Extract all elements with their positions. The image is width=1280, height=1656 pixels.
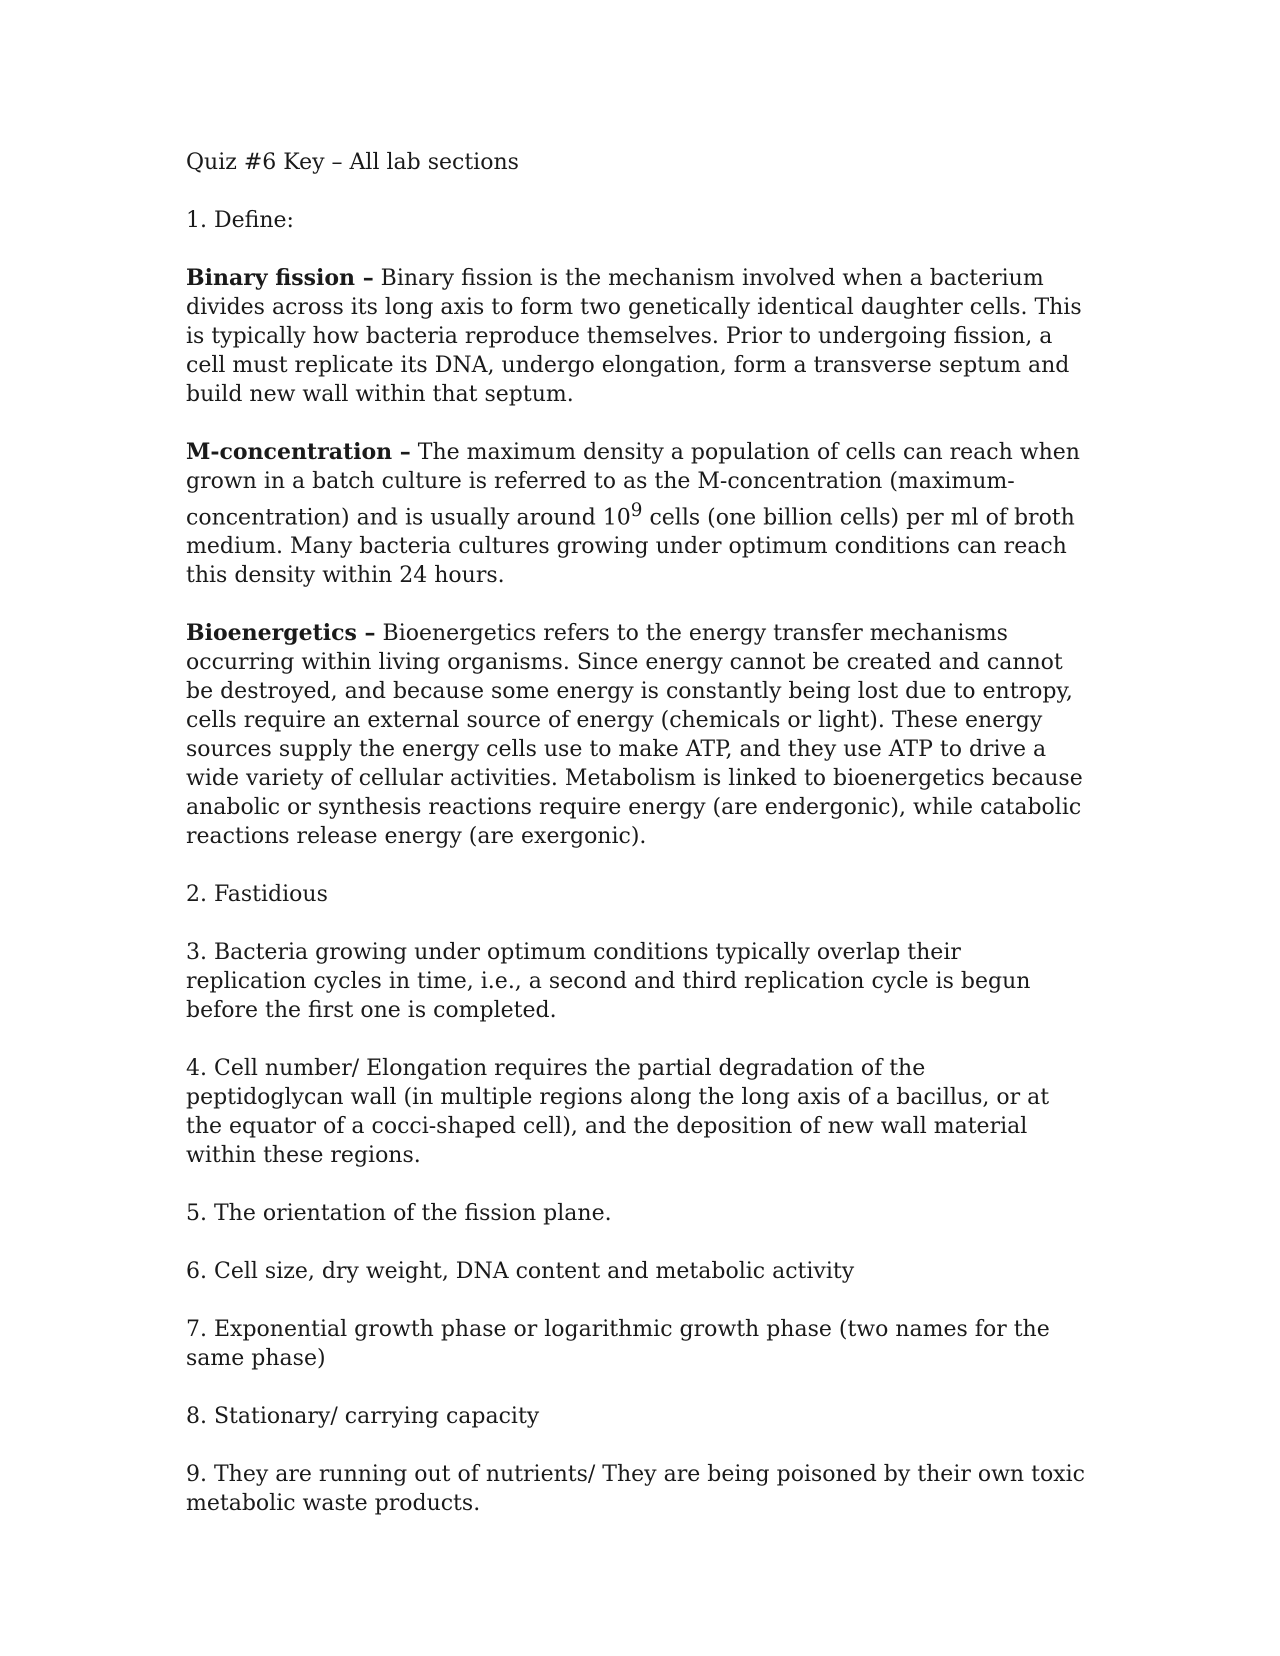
answer-8: 8. Stationary/ carrying capacity — [186, 1404, 540, 1430]
answer-3: 3. Bacteria growing under optimum conditions typically overlap their replication cycles in time, i.e., a second and third replication cycle is begun before the first one is completed. — [186, 940, 1031, 1024]
question-1-heading: 1. Define: — [186, 208, 294, 233]
definition-term: M-concentration – — [186, 439, 411, 465]
definition-binary-fission — [186, 264, 1086, 409]
definition-term: Binary fission – — [186, 265, 374, 291]
definition-term: Bioenergetics – — [186, 620, 376, 647]
definition-text-continued: cells (one billion cells) per ml of broth medium. Many bacteria cultures growing under optimum conditions can reach this density within 24 hours. — [186, 505, 1075, 589]
document-title: Quiz #6 Key – All lab sections — [186, 150, 519, 175]
answer-9: 9. They are running out of nutrients/ They are being poisoned by their own toxic metabolic waste products. — [186, 1462, 1085, 1517]
definition-text: Binary fission is the mechanism involved when a bacterium divides across its long axis to form two genetically identical daughter cells. This is typically how bacteria reproduce themselves. Prior to undergoing fission, a cell must replicate its DNA, undergo elongation, form a transverse septum and build new wall within that septum. — [186, 266, 1082, 407]
answer-5: 5. The orientation of the fission plane. — [186, 1201, 612, 1227]
document-body — [186, 148, 1086, 1547]
definition-superscript: 9 — [630, 500, 643, 521]
definition-m-concentration — [186, 438, 1086, 590]
definition-text: Bioenergetics refers to the energy transfer mechanisms occurring within living organisms. Since energy cannot be created and cannot be destroyed, and because some energy is constantly being lost due to entropy, cells require an external source of energy (chemicals or light). These energy sources supply the energy cells use to make ATP, and they use ATP to drive a wide variety of cellular activities. Metabolism is linked to bioenergetics because anabolic or synthesis reactions require energy (are endergonic), while catabolic reactions release energy (are exergonic). — [186, 621, 1083, 850]
definition-text: The maximum density a population of cells can reach when grown in a batch culture is referred to as the M-concentration (maximum-concentration) and is usually around 10 — [186, 440, 1080, 531]
answer-6: 6. Cell size, dry weight, DNA content and metabolic activity — [186, 1259, 855, 1285]
answer-2: 2. Fastidious — [186, 882, 328, 908]
answer-4: 4. Cell number/ Elongation requires the partial degradation of the peptidoglycan wall (in multiple regions along the long axis of a bacillus, or at the equator of a cocci-shaped cell), and the deposition of new wall material within these regions. — [186, 1056, 1050, 1169]
answer-7: 7. Exponential growth phase or logarithmic growth phase (two names for the same phase) — [186, 1317, 1050, 1372]
definition-bioenergetics — [186, 619, 1086, 851]
